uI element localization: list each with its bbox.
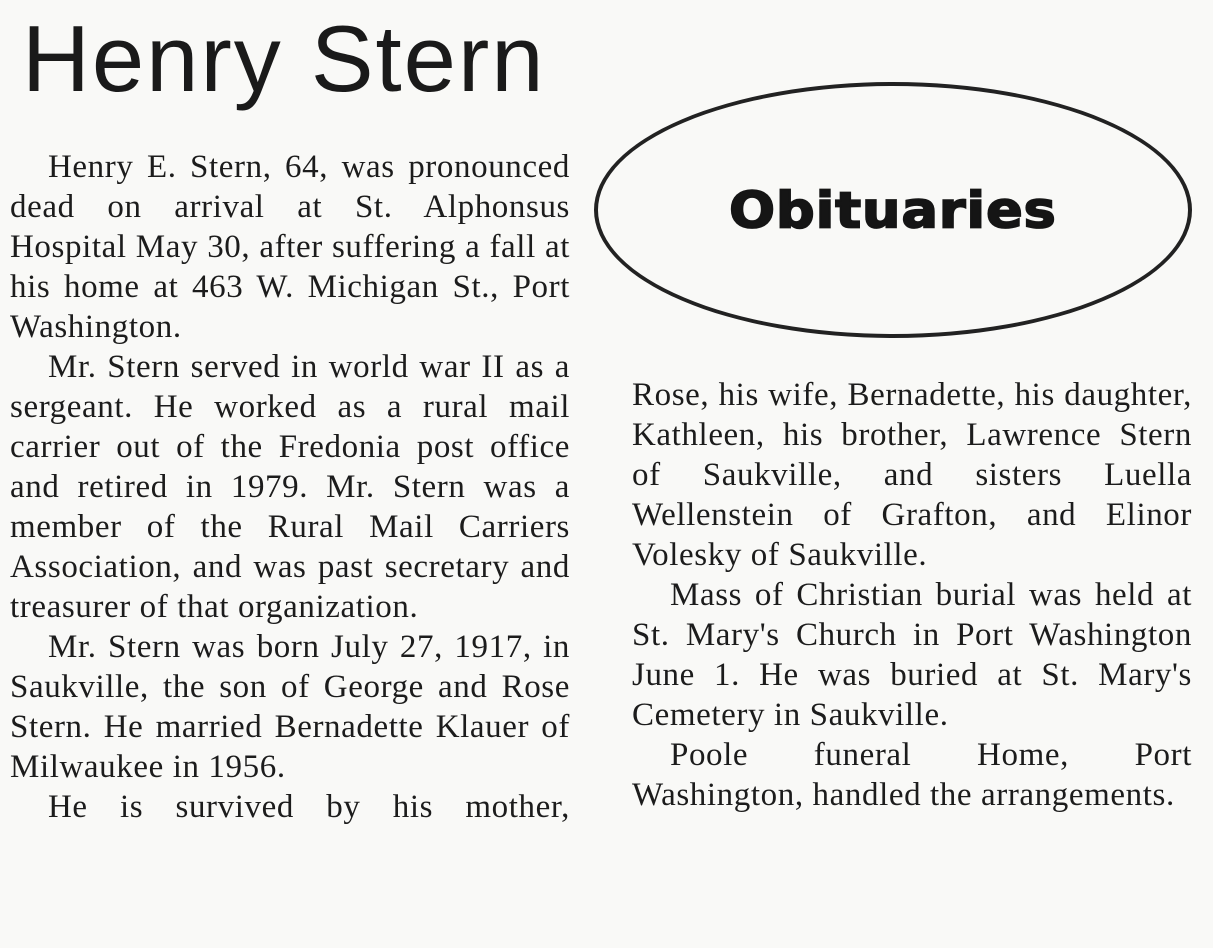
paragraph-funeral-home: Poole funeral Home, Port Washington, handled the arrangements. [632,737,1192,813]
paragraph-survivors-start: He is survived by his mother, [48,789,570,825]
section-label: Obituaries [729,181,1057,239]
left-text-column [10,147,570,827]
paragraph-survivors-continued: Rose, his wife, Bernadette, his daughter, Kathleen, his brother, Lawrence Stern of Saukville, and sisters Luella Wellenstein of Grafton, and Elinor Volesky of Saukville. [632,377,1192,573]
obituary-headline: Henry Stern [22,6,546,111]
paragraph-death-notice: Henry E. Stern, 64, was pronounced dead on arrival at St. Alphonsus Hospital May 30, after suffering a fall at his home at 463 W. Michigan St., Port Washington. [10,149,570,345]
paragraph-birth-marriage: Mr. Stern was born July 27, 1917, in Saukville, the son of George and Rose Stern. He married Bernadette Klauer of Milwaukee in 1956. [10,629,570,785]
paragraph-career: Mr. Stern served in world war II as a sergeant. He worked as a rural mail carrier out of the Fredonia post office and retired in 1979. Mr. Stern was a member of the Rural Mail Carriers Association, and was past secretary and treasurer of that organization. [10,349,570,625]
section-oval-badge [594,82,1192,338]
paragraph-burial: Mass of Christian burial was held at St. Mary's Church in Port Washington June 1. He was buried at St. Mary's Cemetery in Saukville. [632,577,1192,733]
right-text-column [632,375,1192,815]
